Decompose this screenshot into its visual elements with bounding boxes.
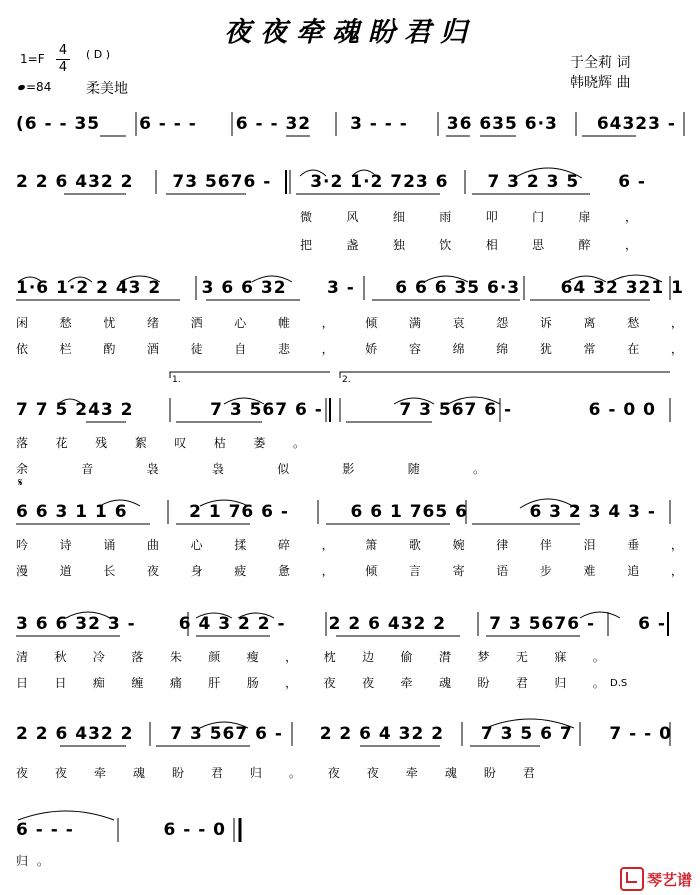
measure: 6 - - - xyxy=(139,114,197,134)
lyrics-row-8: 归 。 xyxy=(16,854,50,868)
measure: 3 - xyxy=(326,278,355,298)
measure: 7 3 5 6 7 xyxy=(480,724,573,744)
quarter-note-icon xyxy=(17,84,25,91)
lyrics-row-4-verse-1: 落 花 残 絮 叹 枯 萎 。 xyxy=(16,436,306,450)
lyrics-row-2-verse-1: 微 风 细 雨 叩 门 扉 ， xyxy=(300,210,638,224)
measure: 6 3 2 3 4 3 - xyxy=(529,502,656,522)
logo-text: 琴艺谱 xyxy=(646,870,692,889)
measure: 6 - - - xyxy=(16,820,74,840)
logo-icon xyxy=(620,867,644,891)
lyrics-row-2-verse-2: 把 盏 独 饮 相 思 醉 ， xyxy=(300,238,638,252)
expression-mark: 柔美地 xyxy=(86,81,128,97)
score-row-3 xyxy=(0,270,700,320)
measure: 6 6 1 765 6 xyxy=(350,502,468,522)
measure: 6 6 3 1 1 6 xyxy=(16,502,128,522)
lyrics-row-5-verse-2: 漫 道 长 夜 身 疲 惫 ， 倾 言 寄 语 步 难 追 ， xyxy=(16,564,684,578)
measure: 2 2 6 432 2 xyxy=(16,172,134,192)
key-note: ( D ) xyxy=(86,48,111,61)
measure: 36 635 6·3 xyxy=(446,114,558,134)
composer-credit: 韩晓辉 曲 xyxy=(570,75,631,91)
score-row-2 xyxy=(0,164,700,214)
row-1-notes xyxy=(16,114,676,134)
lyricist-credit: 于全莉 词 xyxy=(570,55,631,71)
measure: 6 - 0 0 xyxy=(588,400,656,420)
measure: 6 - xyxy=(618,172,646,192)
measure: 73 5676 - xyxy=(172,172,272,192)
measure: 2 2 6 4 32 2 xyxy=(319,724,445,744)
score-row-1 xyxy=(0,106,700,156)
measure: 3 6 6 32 3 - xyxy=(16,614,136,634)
lyrics-row-4-verse-2: 余 音 袅 袅 似 影 随 。 xyxy=(16,462,486,476)
song-title: 夜夜牵魂盼君归 xyxy=(224,17,476,48)
volta-1: 1. xyxy=(172,375,181,385)
measure: 7 3 567 6 - xyxy=(170,724,283,744)
measure: 64 32 321 1 xyxy=(560,278,684,298)
measure: 2 2 6 432 2 xyxy=(328,614,447,634)
score-row-8 xyxy=(0,812,700,862)
measure: (6 - - 35 xyxy=(16,114,101,134)
measure: 6 6 6 35 6·3 xyxy=(395,278,521,298)
measure: 64323 - xyxy=(596,114,676,134)
volta-2: 2. xyxy=(342,375,351,385)
measure: 7 - - 0 xyxy=(609,724,672,744)
measure: 1·6 1·2 2 43 2 xyxy=(16,278,162,298)
key-signature: 1=F xyxy=(20,52,45,66)
measure: 7 3 2 3 5 xyxy=(487,172,580,192)
segno-sign: 𝄋 xyxy=(18,476,23,489)
da-segno-mark: D.S xyxy=(610,678,628,689)
time-signature xyxy=(56,44,70,75)
lyrics-row-3-verse-2: 依 栏 酌 酒 徒 自 悲 ， 娇 容 绵 绵 犹 常 在 ， xyxy=(16,342,684,356)
row-3-notes xyxy=(16,278,684,298)
measure: 3·2 1·2 723 6 xyxy=(310,172,449,192)
lyrics-row-7: 夜 夜 牵 魂 盼 君 归 。 夜 夜 牵 魂 盼 君 xyxy=(16,766,536,780)
measure: 6 4 3 2 2 - xyxy=(178,614,286,634)
row-4-notes xyxy=(16,400,656,420)
row-5-notes xyxy=(16,502,656,522)
site-logo xyxy=(620,867,692,891)
measure: 7 3 567 6 - xyxy=(399,400,513,420)
measure: 2 2 6 432 2 xyxy=(16,724,134,744)
lyrics-row-6-verse-1: 清 秋 冷 落 朱 颜 瘦 ， 枕 边 偷 潸 梦 无 寐 。 xyxy=(16,650,606,664)
measure: 7 3 5676 - xyxy=(489,614,596,634)
measure: 7 7 5 243 2 xyxy=(16,400,134,420)
row-6-notes xyxy=(16,614,666,634)
tempo-value: =84 xyxy=(26,80,52,94)
measure: 7 3 567 6 - xyxy=(210,400,323,420)
tempo-marking xyxy=(18,80,51,94)
measure: 6 - xyxy=(638,614,666,634)
row-2-notes xyxy=(16,172,646,192)
score-row-7 xyxy=(0,716,700,766)
measure: 3 6 6 32 xyxy=(201,278,287,298)
measure: 6 - - 32 xyxy=(235,114,312,134)
lyrics-row-5-verse-1: 吟 诗 诵 曲 心 揉 碎 ， 箫 歌 婉 律 伴 泪 垂 ， xyxy=(16,538,684,552)
time-signature-bottom: 4 xyxy=(58,60,68,75)
row-7-notes xyxy=(16,724,672,744)
time-signature-top: 4 xyxy=(58,43,68,58)
row-8-notes xyxy=(16,820,226,840)
lyrics-row-3-verse-1: 闲 愁 忧 绪 洒 心 帷 ， 倾 满 哀 怨 诉 离 愁 ， xyxy=(16,316,684,330)
lyrics-row-6-verse-2: 日 日 痴 缠 痛 肝 肠 ， 夜 夜 牵 魂 盼 君 归 。 xyxy=(16,676,606,690)
measure: 2 1 76 6 - xyxy=(189,502,289,522)
measure: 6 - - 0 xyxy=(163,820,226,840)
measure: 3 - - - xyxy=(350,114,408,134)
